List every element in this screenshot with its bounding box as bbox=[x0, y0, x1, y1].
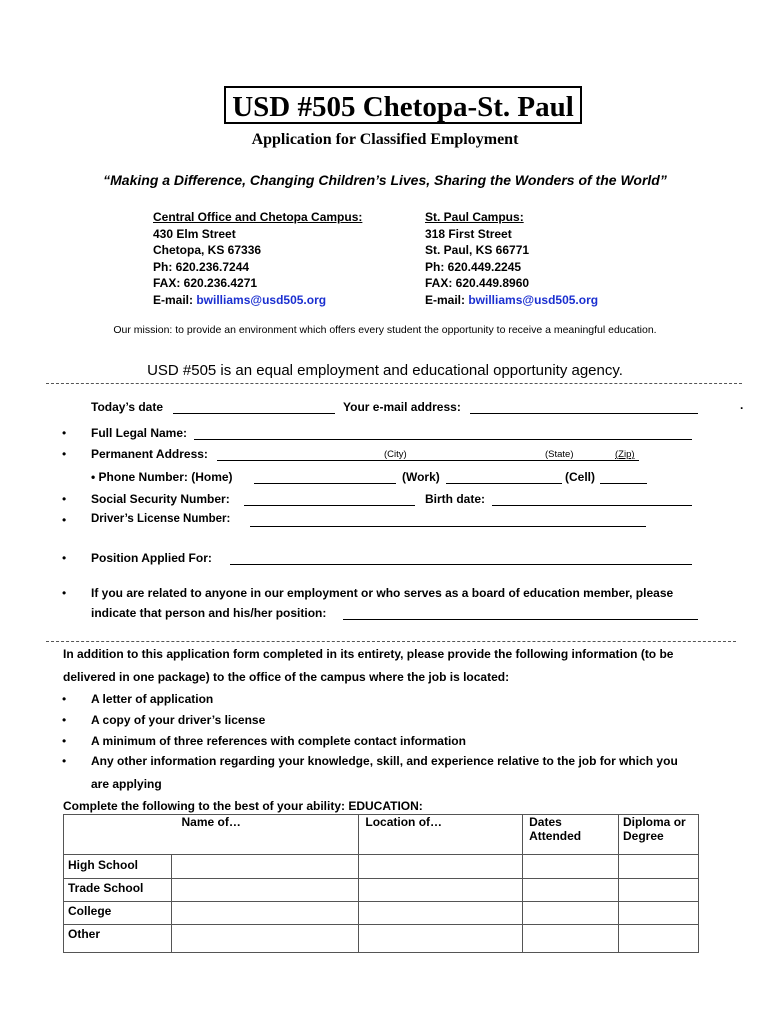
birth-date-label: Birth date: bbox=[425, 492, 485, 506]
divider bbox=[46, 641, 736, 642]
column-header-diploma: Diploma or Degree bbox=[619, 815, 699, 855]
table-row bbox=[64, 855, 699, 879]
list-item: A copy of your driver’s license bbox=[91, 713, 266, 727]
bullet: • bbox=[62, 447, 67, 461]
table-row bbox=[64, 925, 699, 953]
column-header-location bbox=[359, 815, 523, 855]
table-row bbox=[64, 902, 699, 925]
central-office-city: Chetopa, KS 67336 bbox=[153, 243, 262, 257]
st-paul-campus-email-row bbox=[425, 292, 607, 309]
position-label: Position Applied For: bbox=[91, 551, 212, 565]
table-cell[interactable] bbox=[523, 855, 619, 879]
bullet: • bbox=[62, 492, 67, 506]
st-paul-campus-city: St. Paul, KS 66771 bbox=[425, 243, 530, 257]
phone-work-field[interactable] bbox=[446, 483, 562, 484]
table-cell[interactable] bbox=[359, 855, 523, 879]
st-paul-campus-email-link[interactable]: bwilliams@usd505.org bbox=[468, 292, 599, 307]
bullet: • bbox=[62, 551, 67, 565]
bullet: • bbox=[62, 754, 67, 768]
table-cell[interactable] bbox=[171, 902, 359, 925]
city-caption: (City) bbox=[384, 449, 407, 460]
drivers-license-field[interactable] bbox=[250, 526, 646, 527]
location-header-text: Location of… bbox=[365, 815, 443, 829]
bullet: • bbox=[62, 713, 67, 727]
instructions-intro: In addition to this application form completed in its entirety, please provide the following information (to be bbox=[63, 647, 674, 661]
st-paul-campus-street: 318 First Street bbox=[425, 226, 512, 241]
birth-date-field[interactable] bbox=[492, 505, 692, 506]
table-cell[interactable] bbox=[619, 879, 699, 902]
email-label: E-mail: bbox=[153, 292, 197, 307]
todays-date-label: Today’s date bbox=[91, 400, 164, 414]
st-paul-campus-address bbox=[425, 209, 607, 308]
table-cell[interactable] bbox=[523, 902, 619, 925]
related-question-cont: indicate that person and his/her position: bbox=[91, 606, 327, 620]
eeo-statement: USD #505 is an equal employment and educational opportunity agency. bbox=[147, 362, 623, 379]
email-address-field[interactable] bbox=[470, 413, 698, 414]
table-cell[interactable] bbox=[523, 879, 619, 902]
table-cell[interactable] bbox=[359, 879, 523, 902]
table-cell[interactable] bbox=[171, 879, 359, 902]
permanent-address-field[interactable] bbox=[217, 460, 639, 461]
divider bbox=[46, 383, 742, 384]
education-heading: Complete the following to the best of your ability: EDUCATION: bbox=[63, 799, 423, 813]
email-address-label: Your e-mail address: bbox=[343, 400, 461, 414]
table-cell[interactable] bbox=[619, 925, 699, 953]
central-office-street: 430 Elm Street bbox=[153, 226, 236, 241]
position-field[interactable] bbox=[230, 564, 692, 565]
zip-caption: (Zip) bbox=[615, 449, 635, 460]
list-item: A letter of application bbox=[91, 692, 214, 706]
bullet: • bbox=[62, 513, 67, 527]
st-paul-campus-fax: FAX: 620.449.8960 bbox=[425, 276, 530, 290]
bullet: • bbox=[62, 426, 67, 440]
education-table bbox=[63, 814, 699, 953]
central-office-address bbox=[153, 209, 362, 308]
table-cell[interactable] bbox=[171, 855, 359, 879]
bullet: • bbox=[62, 586, 67, 600]
related-question: If you are related to anyone in our employment or who serves as a board of education member, please bbox=[91, 586, 674, 600]
form-subtitle: Application for Classified Employment bbox=[251, 131, 519, 148]
column-header-name: Name of… bbox=[64, 815, 359, 855]
table-cell[interactable] bbox=[171, 925, 359, 953]
list-item-cont: are applying bbox=[91, 777, 162, 791]
drivers-license-label: Driver’s License Number: bbox=[91, 513, 231, 525]
central-office-email-row bbox=[153, 292, 362, 309]
full-name-label: Full Legal Name: bbox=[91, 426, 188, 440]
phone-cell-field[interactable] bbox=[600, 483, 647, 484]
page-title: USD #505 Chetopa-St. Paul bbox=[224, 86, 582, 124]
ssn-label: Social Security Number: bbox=[91, 492, 230, 506]
state-caption: (State) bbox=[545, 449, 574, 460]
st-paul-campus-phone: Ph: 620.449.2245 bbox=[425, 259, 522, 274]
table-cell[interactable] bbox=[359, 902, 523, 925]
related-person-field[interactable] bbox=[343, 619, 698, 620]
table-cell[interactable] bbox=[359, 925, 523, 953]
mission-statement: Our mission: to provide an environment which offers every student the opportunity to receive a meaningful education. bbox=[113, 324, 657, 336]
list-item: A minimum of three references with complete contact information bbox=[91, 734, 466, 748]
column-header-dates: Dates Attended bbox=[523, 815, 619, 855]
central-office-heading: Central Office and Chetopa Campus: bbox=[153, 210, 363, 224]
central-office-phone: Ph: 620.236.7244 bbox=[153, 259, 250, 274]
ssn-field[interactable] bbox=[244, 505, 415, 506]
email-label: E-mail: bbox=[425, 292, 469, 307]
todays-date-field[interactable] bbox=[173, 413, 335, 414]
row-label: College bbox=[64, 902, 172, 925]
central-office-fax: FAX: 620.236.4271 bbox=[153, 276, 258, 290]
instructions-intro-cont: delivered in one package) to the office of the campus where the job is located: bbox=[63, 670, 510, 684]
table-cell[interactable] bbox=[523, 925, 619, 953]
stray-dot: . bbox=[740, 398, 744, 412]
table-cell[interactable] bbox=[619, 855, 699, 879]
central-office-email-link[interactable]: bwilliams@usd505.org bbox=[196, 292, 327, 307]
permanent-address-label: Permanent Address: bbox=[91, 447, 208, 461]
phone-home-label: • Phone Number: (Home) bbox=[91, 470, 233, 484]
list-item: Any other information regarding your knowledge, skill, and experience relative to the job for which you bbox=[91, 754, 678, 768]
table-header-row bbox=[64, 815, 699, 855]
st-paul-campus-heading: St. Paul Campus: bbox=[425, 210, 524, 224]
district-motto: “Making a Difference, Changing Children’s Lives, Sharing the Wonders of the World” bbox=[103, 172, 667, 188]
bullet: • bbox=[62, 692, 67, 706]
table-cell[interactable] bbox=[619, 902, 699, 925]
row-label: Other bbox=[64, 925, 172, 953]
row-label: Trade School bbox=[64, 879, 172, 902]
phone-home-field[interactable] bbox=[254, 483, 396, 484]
phone-cell-label: (Cell) bbox=[565, 470, 595, 484]
phone-work-label: (Work) bbox=[402, 470, 440, 484]
table-row bbox=[64, 879, 699, 902]
row-label: High School bbox=[64, 855, 172, 879]
full-name-field[interactable] bbox=[194, 439, 692, 440]
bullet: • bbox=[62, 734, 67, 748]
